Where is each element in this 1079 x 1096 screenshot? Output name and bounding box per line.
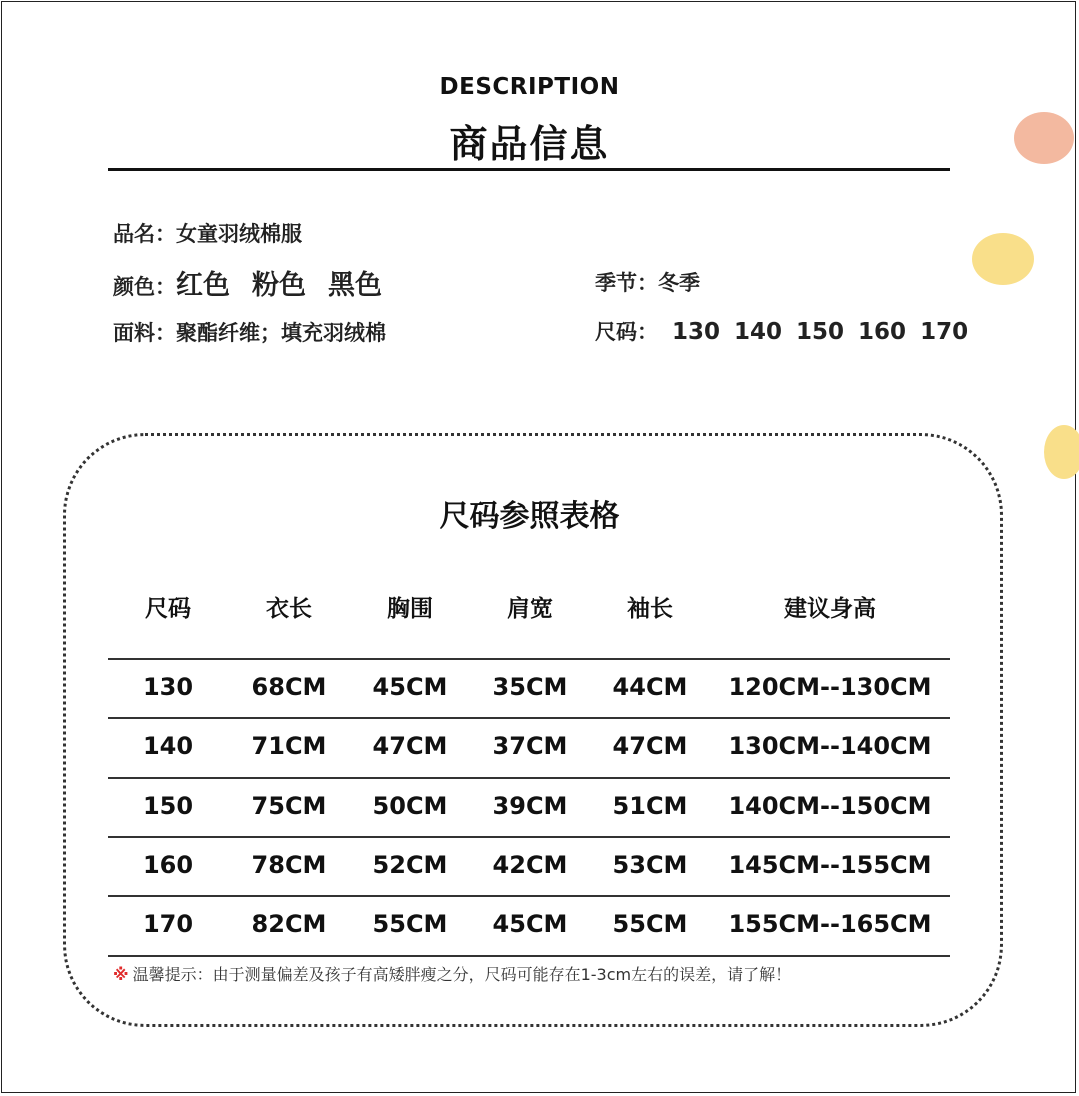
decor-dot-yellow — [972, 233, 1034, 285]
table-cell: 120CM--130CM — [728, 673, 932, 701]
size-value: 130 — [672, 319, 721, 345]
title-divider — [108, 168, 950, 171]
table-cell: 35CM — [492, 673, 568, 701]
table-cell: 52CM — [372, 851, 448, 879]
season-label: 季节： — [595, 271, 658, 295]
table-cell: 47CM — [612, 732, 688, 760]
table-row-divider — [108, 777, 950, 779]
table-row-divider — [108, 717, 950, 719]
table-cell: 145CM--155CM — [728, 851, 932, 879]
size-value: 160 — [858, 319, 907, 345]
product-name-label: 品名： — [113, 222, 176, 246]
size-label: 尺码： — [595, 320, 658, 344]
season-value: 冬季 — [658, 271, 700, 295]
size-row — [595, 316, 982, 346]
table-cell: 55CM — [372, 910, 448, 938]
table-cell: 140 — [142, 732, 194, 760]
color-label: 颜色： — [113, 275, 176, 299]
table-cell: 45CM — [372, 673, 448, 701]
table-cell: 150 — [142, 792, 194, 820]
table-cell: 140CM--150CM — [728, 792, 932, 820]
table-cell: 71CM — [251, 732, 327, 760]
table-cell: 53CM — [612, 851, 688, 879]
size-value: 140 — [734, 319, 783, 345]
table-cell: 75CM — [251, 792, 327, 820]
size-value: 170 — [920, 319, 969, 345]
season-row — [595, 267, 700, 297]
color-values — [176, 270, 404, 301]
table-cell: 130CM--140CM — [728, 732, 932, 760]
table-cell: 78CM — [251, 851, 327, 879]
fabric-label: 面料： — [113, 321, 176, 345]
fabric-row — [113, 317, 386, 347]
table-cell: 68CM — [251, 673, 327, 701]
size-value: 150 — [796, 319, 845, 345]
table-cell: 39CM — [492, 792, 568, 820]
column-header: 衣长 — [266, 596, 312, 622]
table-cell: 37CM — [492, 732, 568, 760]
note-mark: ※ — [113, 965, 129, 984]
note-text: 温馨提示：由于测量偏差及孩子有高矮胖瘦之分，尺码可能存在1-3cm左右的误差，请了解！ — [132, 965, 792, 984]
column-header: 袖长 — [627, 596, 673, 622]
product-name-row — [113, 218, 302, 248]
table-cell: 50CM — [372, 792, 448, 820]
table-row-divider — [108, 955, 950, 957]
column-header: 尺码 — [145, 596, 191, 622]
table-row-divider — [108, 658, 950, 660]
color-value: 红色 — [176, 270, 230, 301]
table-cell: 160 — [142, 851, 194, 879]
table-row-divider — [108, 895, 950, 897]
table-cell: 155CM--165CM — [728, 910, 932, 938]
product-name-value: 女童羽绒棉服 — [176, 222, 302, 246]
column-header: 胸围 — [387, 596, 433, 622]
table-cell: 130 — [142, 673, 194, 701]
color-value: 粉色 — [252, 270, 306, 301]
table-cell: 42CM — [492, 851, 568, 879]
table-cell: 51CM — [612, 792, 688, 820]
page-title: 商品信息 — [449, 122, 610, 166]
header-eyebrow: DESCRIPTION — [439, 74, 620, 100]
table-cell: 82CM — [251, 910, 327, 938]
table-cell: 45CM — [492, 910, 568, 938]
decor-dot-yellow-edge — [1044, 425, 1079, 479]
table-cell: 47CM — [372, 732, 448, 760]
color-row — [113, 263, 404, 302]
table-cell: 44CM — [612, 673, 688, 701]
table-row-divider — [108, 836, 950, 838]
color-value: 黑色 — [328, 270, 382, 301]
column-header: 建议身高 — [784, 596, 876, 622]
size-note — [113, 962, 791, 985]
size-values — [672, 320, 982, 344]
column-header: 肩宽 — [507, 596, 553, 622]
table-cell: 170 — [142, 910, 194, 938]
size-table-title: 尺码参照表格 — [439, 499, 620, 534]
fabric-value: 聚酯纤维；填充羽绒棉 — [176, 321, 386, 345]
table-cell: 55CM — [612, 910, 688, 938]
